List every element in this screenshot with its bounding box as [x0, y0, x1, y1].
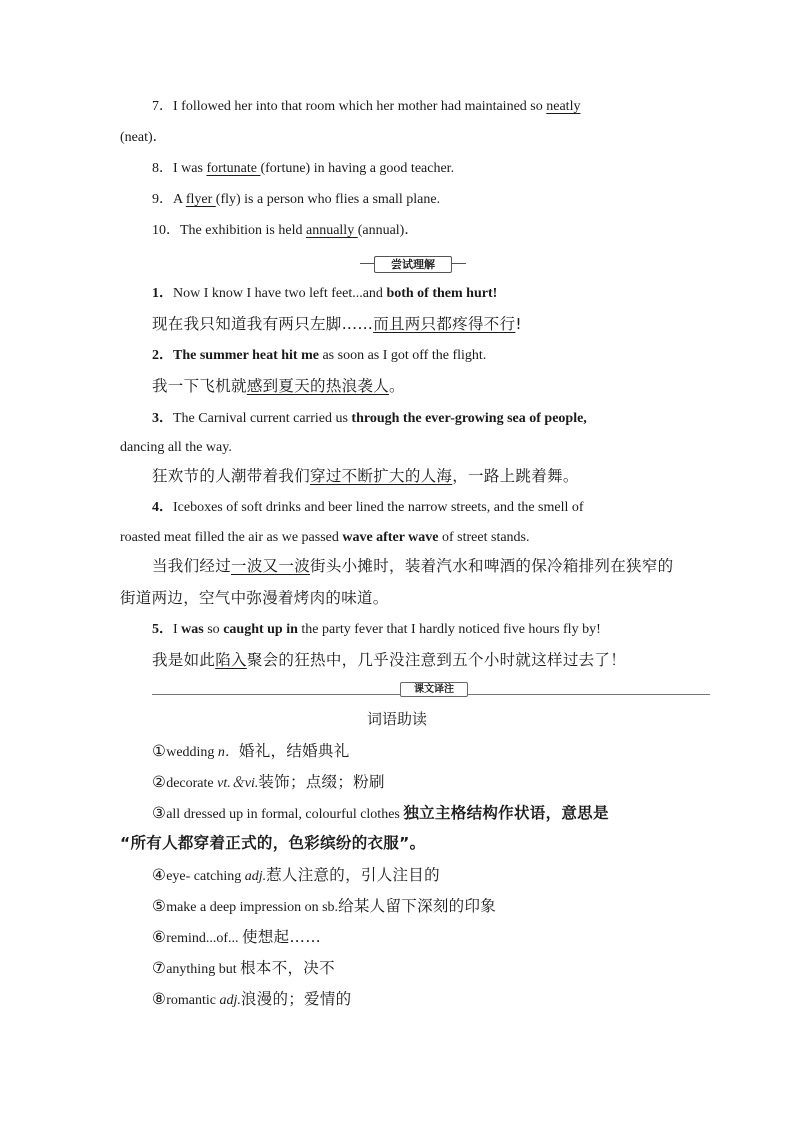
vocab-meaning: 给某人留下深刻的印象 [338, 897, 497, 915]
try-item-4-translation-continued: 街道两边，空气中弥漫着烤肉的味道。 [120, 589, 389, 607]
vocab-item-5 [152, 896, 708, 918]
item-number: 3． [152, 411, 173, 426]
vocab-item-2 [152, 772, 708, 794]
vocab-meaning: 浪漫的；爱情的 [240, 990, 352, 1008]
exercise-7 [152, 97, 708, 117]
try-item-5-translation [152, 650, 708, 670]
exercise-answer: neatly [546, 99, 581, 114]
vocab-meaning: 装饰；点缀；粉刷 [258, 773, 385, 791]
try-item-2-translation [152, 376, 708, 396]
try-item-4-translation [152, 556, 708, 576]
vocab-item-7 [152, 958, 708, 980]
item-key-phrase: both of them hurt! [386, 286, 498, 301]
item-key-phrase: through the ever-growing sea of people, [351, 411, 587, 426]
exercise-7-continued: (neat)． [120, 130, 167, 145]
item-text: roasted meat filled the air as we passed [120, 530, 343, 545]
vocab-item-1 [152, 741, 708, 763]
exercise-number: 9． [152, 192, 173, 207]
translation-text: ! [515, 315, 522, 333]
translation-highlight: 陷入 [215, 651, 247, 669]
vocab-meaning: 独立主格结构作状语，意思是 [403, 804, 609, 822]
exercise-answer: fortunate [206, 161, 261, 176]
vocab-item-8 [152, 989, 708, 1011]
vocab-item-4 [152, 865, 708, 887]
exercise-answer: annually [305, 223, 358, 238]
exercise-text: The exhibition is held [180, 223, 306, 238]
section-label: 课文译注 [400, 682, 468, 697]
translation-text: 当我们经过 [152, 557, 232, 575]
exercise-text: (fly) is a person who flies a small plane. [215, 192, 441, 207]
vocab-marker: ② [152, 773, 167, 791]
item-number: 1． [152, 286, 173, 301]
translation-text: 。 [389, 377, 405, 395]
vocab-word: make a deep impression on sb. [166, 900, 339, 915]
vocab-pos: adj. [244, 869, 267, 884]
exercise-8 [152, 159, 708, 179]
try-item-5 [152, 620, 708, 640]
vocab-marker: ③ [152, 804, 167, 822]
item-key-phrase: The summer heat hit me [173, 348, 319, 363]
vocab-pos: n． [217, 745, 239, 760]
item-text: the party fever that I hardly noticed five hours fly by! [297, 622, 601, 637]
item-text: of street stands. [438, 530, 530, 545]
vocab-pos: vt.＆vi. [217, 776, 259, 791]
translation-text: 狂欢节的人潮带着我们 [152, 467, 311, 485]
vocab-marker: ⑧ [152, 990, 167, 1008]
item-number: 2． [152, 348, 173, 363]
item-key-phrase: wave after wave [342, 530, 439, 545]
item-key-phrase: caught up in [223, 622, 298, 637]
item-text: The Carnival current carried us [173, 411, 352, 426]
vocab-word: anything but [166, 962, 241, 977]
vocab-word: all dressed up in formal, colourful clothes [166, 807, 404, 822]
header-label: 尝试理解 [374, 256, 452, 273]
vocab-meaning: 惹人注意的，引人注目的 [266, 866, 440, 884]
try-item-4 [152, 498, 708, 518]
exercise-9 [152, 190, 708, 210]
vocab-marker: ⑦ [152, 959, 167, 977]
vocab-word: eye- catching [166, 869, 245, 884]
vocab-marker: ⑤ [152, 897, 167, 915]
vocab-meaning: 根本不，决不 [240, 959, 335, 977]
translation-highlight: 而且两只都疼得不行 [373, 315, 516, 333]
exercise-text: A [173, 192, 186, 207]
translation-highlight: 一波又一波 [231, 557, 311, 575]
try-item-1-translation [152, 314, 708, 334]
translation-text: 聚会的狂热中，几乎没注意到五个小时就这样过去了！ [246, 651, 627, 669]
item-text: Now I know I have two left feet...and [173, 286, 387, 301]
translation-text: 现在我只知道我有两只左脚…… [152, 315, 374, 333]
try-item-3 [152, 409, 708, 429]
vocab-meaning: 婚礼，结婚典礼 [238, 742, 350, 760]
translation-text: 我是如此 [152, 651, 216, 669]
vocab-marker: ④ [152, 866, 167, 884]
vocab-word: romantic [166, 993, 220, 1008]
exercise-text: I was [173, 161, 207, 176]
translation-highlight: 穿过不断扩大的人海 [310, 467, 453, 485]
item-number: 5． [152, 622, 173, 637]
try-item-3-translation [152, 466, 708, 486]
vocab-meaning: 使想起…… [242, 928, 322, 946]
vocab-marker: ① [152, 742, 167, 760]
translation-text: 街头小摊时，装着汽水和啤酒的保冷箱排列在狭窄的 [310, 557, 674, 575]
vocab-item-6 [152, 927, 708, 949]
vocab-title: 词语助读 [366, 710, 427, 728]
translation-text: 我一下飞机就 [152, 377, 247, 395]
text-notes-header [152, 682, 710, 696]
item-text: so [203, 622, 224, 637]
item-text: as soon as I got off the flight. [318, 348, 487, 363]
translation-text: ，一路上跳着舞。 [452, 467, 579, 485]
exercise-10 [152, 221, 708, 241]
exercise-number: 10． [152, 223, 180, 238]
vocab-word: decorate [166, 776, 218, 791]
try-item-4-continued [120, 528, 676, 548]
item-text: Iceboxes of soft drinks and beer lined the narrow streets, and the smell of [173, 500, 584, 515]
vocab-item-3 [152, 803, 708, 825]
try-item-1 [152, 284, 708, 304]
vocab-item-3-continued: “所有人都穿着正式的，色彩缤纷的衣服”。 [120, 834, 426, 852]
item-key-phrase: was [181, 622, 204, 637]
exercise-text: I followed her into that room which her mother had maintained so [173, 99, 547, 114]
item-number: 4． [152, 500, 173, 515]
exercise-text: (fortune) in having a good teacher. [260, 161, 455, 176]
try-item-2 [152, 346, 708, 366]
vocab-pos: adj. [219, 993, 241, 1008]
try-item-3-continued: dancing all the way. [120, 440, 232, 455]
exercise-number: 7． [152, 99, 173, 114]
translation-highlight: 感到夏天的热浪袭人 [246, 377, 390, 395]
exercise-answer: flyer [185, 192, 216, 207]
exercise-number: 8． [152, 161, 173, 176]
vocab-marker: ⑥ [152, 928, 167, 946]
exercise-text: (annual)． [357, 223, 419, 238]
vocab-word: wedding [166, 745, 218, 760]
try-understanding-header [360, 256, 466, 272]
vocab-word: remind...of... [166, 931, 243, 946]
item-text: I [173, 622, 182, 637]
